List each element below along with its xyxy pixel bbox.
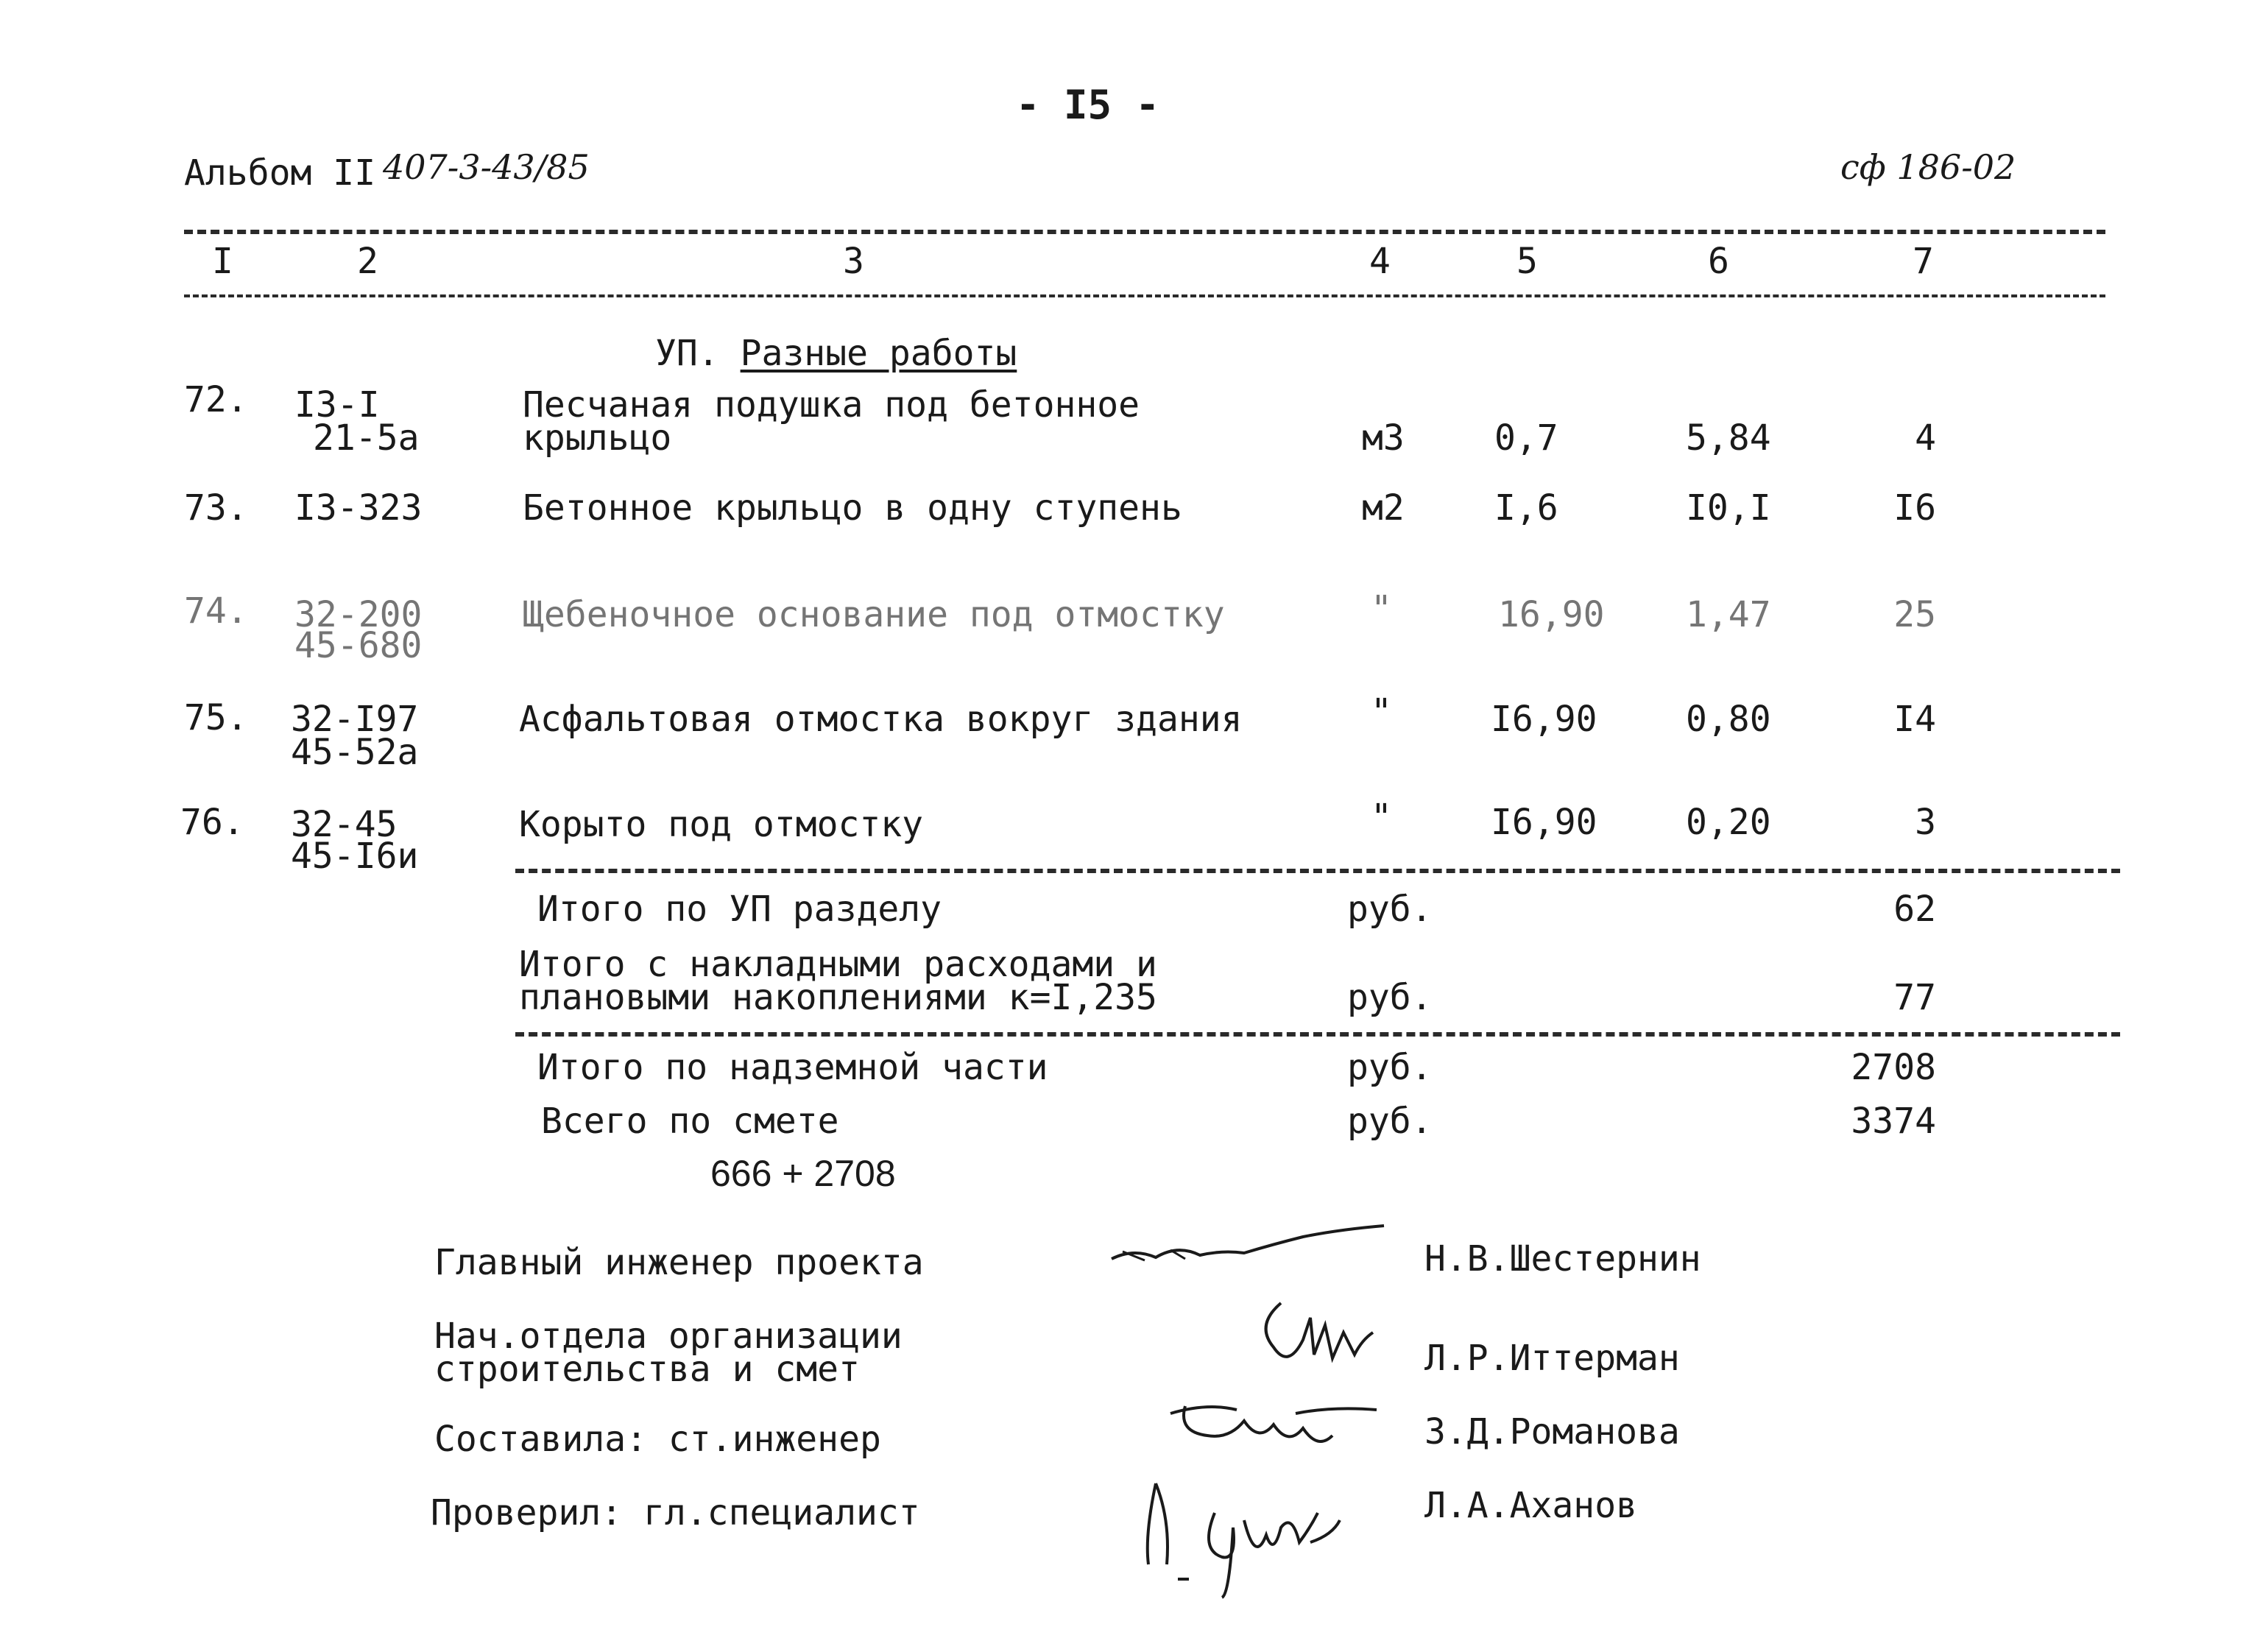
total-value: 77 [1893,977,1936,1018]
row-name-line1: Корыто под отмостку [519,804,924,845]
right-code-handwritten: сф 186-02 [1840,147,2016,187]
column-header-7: 7 [1913,241,1934,282]
row-price: 1,47 [1686,594,1771,635]
row-code-line2: 45-680 [294,625,423,666]
column-header-1: I [212,241,233,282]
row-name-line2: крыльцо [523,417,672,459]
row-price: 0,80 [1686,699,1771,740]
row-price: 5,84 [1686,417,1771,459]
row-qty: I6,90 [1491,699,1597,740]
row-name-line1: Песчаная подушка под бетонное [523,384,1140,426]
total-label: Всего по смете [541,1101,839,1142]
signature-scribble [1134,1469,1355,1601]
row-price: I0,I [1686,487,1771,529]
row-qty: I,6 [1494,487,1558,529]
row-code-line2: 45-I6и [291,836,419,877]
row-code-line2: 45-52а [291,732,419,773]
signature-scribble [1163,1391,1384,1458]
column-header-4: 4 [1369,241,1391,282]
total-unit: руб. [1347,1047,1433,1088]
signature-name: Л.А.Аханов [1424,1485,1637,1526]
row-code-line1: I3-323 [294,487,423,529]
total-label: Итого по УП разделу [537,889,942,930]
row-qty: 0,7 [1494,417,1558,459]
totals-middle-rule [515,1032,2120,1037]
row-name-line1: Асфальтовая отмостка вокруг здания [519,699,1243,740]
row-unit: м3 [1362,417,1405,459]
signature-scribble [1104,1222,1391,1266]
row-code-line2: 21-5а [313,417,420,459]
sum-note: 666 + 2708 [710,1153,896,1194]
signature-role-line1: Нач.отдела организации [434,1316,903,1357]
row-total: 25 [1893,594,1936,635]
signature-scribble [1251,1296,1377,1377]
row-code-line1: 32-I97 [291,699,419,740]
total-unit: руб. [1347,1101,1433,1142]
signature-role-line2: строительства и смет [434,1349,860,1390]
totals-top-rule [515,869,2120,873]
row-code-line1: 32-200 [294,594,423,635]
row-total: 4 [1915,417,1936,459]
row-unit: м2 [1362,487,1405,529]
signature-name: Н.В.Шестернин [1424,1238,1701,1279]
total-value: 2708 [1851,1047,1936,1088]
signature-name: З.Д.Романова [1424,1411,1680,1452]
total-value: 3374 [1851,1101,1936,1142]
total-unit: руб. [1347,977,1433,1018]
section-title-text: Разные работы [740,333,1017,374]
album-code-handwritten: 407-3-43/85 [383,147,590,187]
album-label: Альбом II [184,152,376,194]
row-unit: " [1371,797,1392,838]
row-total: I6 [1893,487,1936,529]
row-number: 75. [184,697,248,738]
signature-role: Составила: ст.инженер [434,1419,881,1460]
row-name-line1: Бетонное крыльцо в одну ступень [523,487,1182,529]
column-header-5: 5 [1516,241,1538,282]
signature-role: Главный инженер проекта [434,1242,924,1283]
signature-name: Л.Р.Иттерман [1424,1338,1680,1379]
row-code-line1: I3-I [294,384,380,426]
total-label: Итого по надземной части [537,1047,1048,1088]
row-code-line1: 32-45 [291,804,398,845]
row-total: 3 [1915,802,1936,843]
total-value: 62 [1893,889,1936,930]
column-header-6: 6 [1708,241,1729,282]
section-number: УП. [655,333,719,374]
row-total: I4 [1893,699,1936,740]
row-price: 0,20 [1686,802,1771,843]
total-label-line1: Итого с накладными расходами и [519,944,1157,985]
row-qty: I6,90 [1491,802,1597,843]
section-title [655,335,1017,372]
row-number: 72. [184,379,248,420]
row-unit: " [1371,691,1392,733]
row-name-line1: Щебеночное основание под отмостку [523,594,1225,635]
signature-role: Проверил: гл.специалист [431,1492,920,1533]
page-number: - I5 - [1016,82,1160,128]
column-header-2: 2 [357,241,378,282]
total-unit: руб. [1347,889,1433,930]
row-unit: " [1371,588,1392,629]
row-number: 76. [180,802,244,843]
row-qty: 16,90 [1498,594,1605,635]
column-header-3: 3 [843,241,864,282]
header-top-rule [184,230,2105,234]
total-label-line2: плановыми накоплениями к=I,235 [519,977,1157,1018]
row-number: 73. [184,487,248,529]
row-number: 74. [184,590,248,632]
header-bottom-rule [184,294,2105,297]
